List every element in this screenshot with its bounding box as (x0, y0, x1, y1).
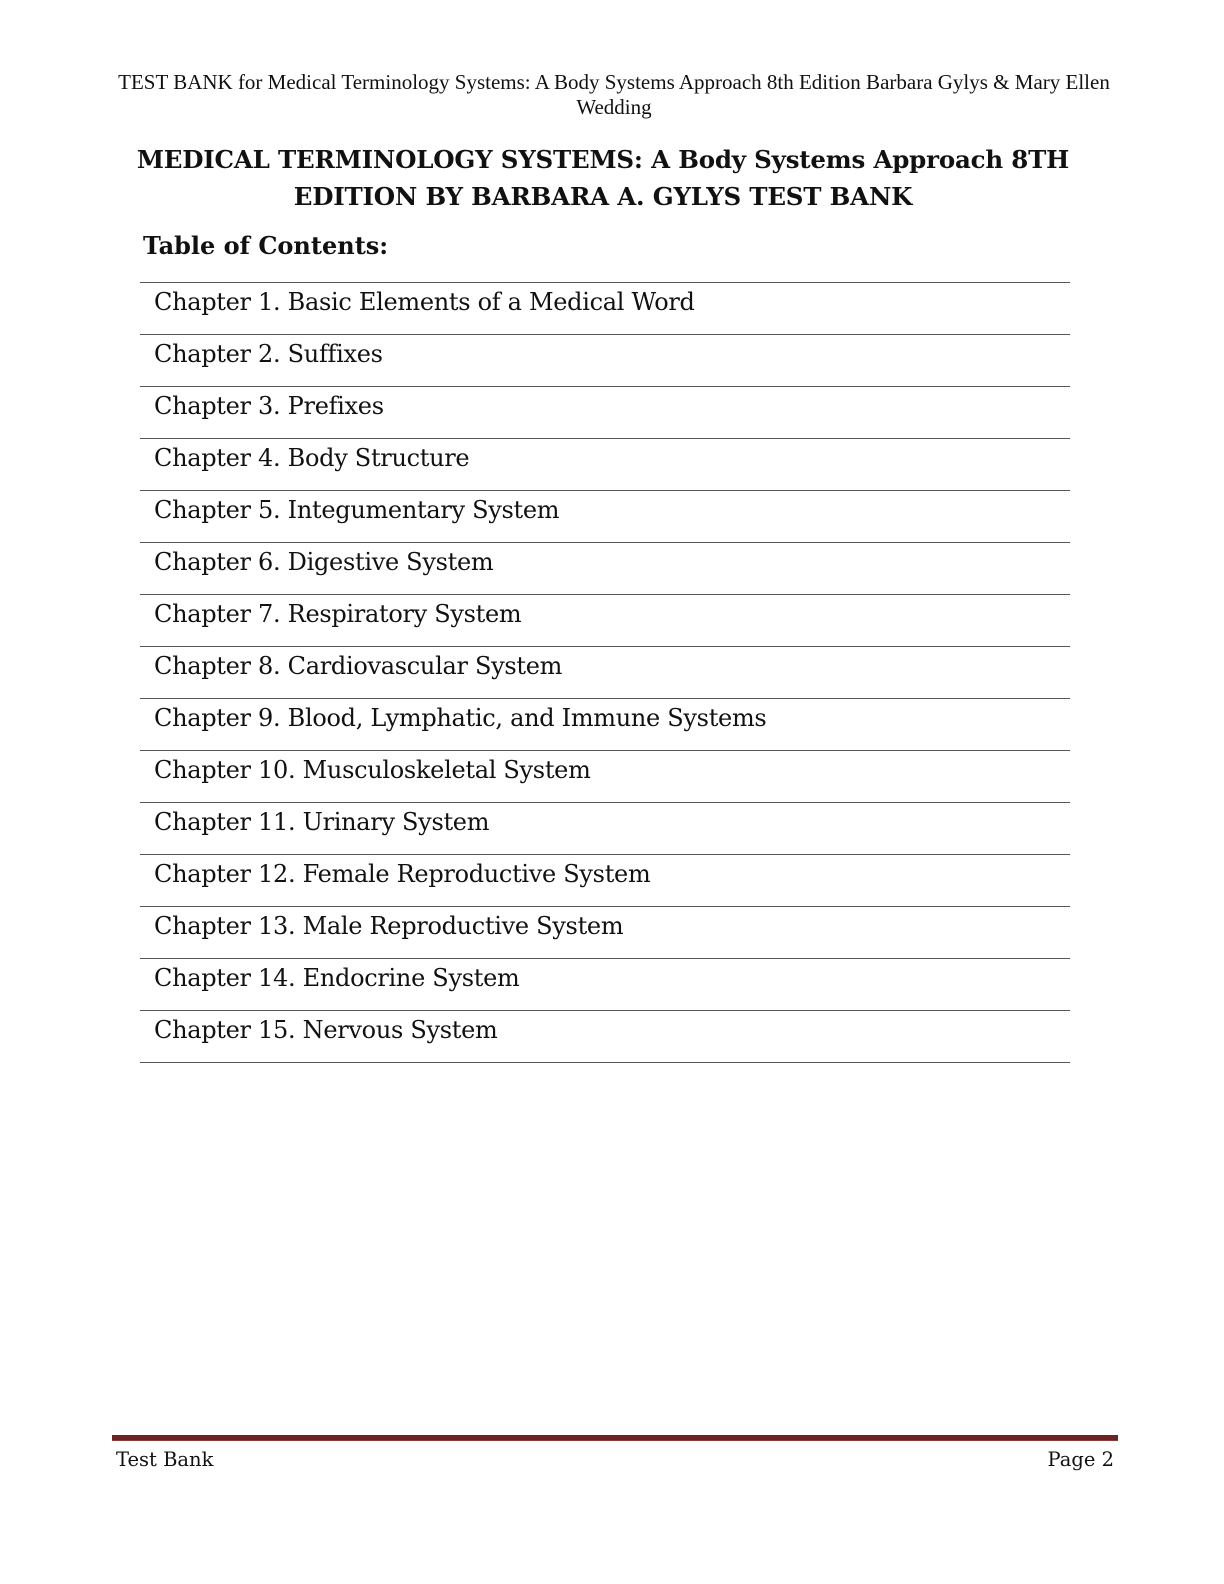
toc-row: Chapter 6. Digestive System (140, 543, 1070, 595)
toc-row: Chapter 3. Prefixes (140, 387, 1070, 439)
toc-row: Chapter 7. Respiratory System (140, 595, 1070, 647)
toc-row: Chapter 8. Cardiovascular System (140, 647, 1070, 699)
toc-row: Chapter 1. Basic Elements of a Medical Word (140, 283, 1070, 335)
running-header: TEST BANK for Medical Terminology Systems: A Body Systems Approach 8th Edition Barbara Gylys & Mary Ellen Wedding (118, 70, 1110, 119)
toc-row: Chapter 5. Integumentary System (140, 491, 1070, 543)
footer-divider (112, 1435, 1118, 1441)
footer-label: Test Bank (116, 1448, 214, 1471)
toc-row: Chapter 15. Nervous System (140, 1011, 1070, 1063)
table-of-contents (140, 282, 1070, 1063)
page-number: Page 2 (1047, 1448, 1114, 1471)
toc-row: Chapter 12. Female Reproductive System (140, 855, 1070, 907)
toc-row: Chapter 14. Endocrine System (140, 959, 1070, 1011)
toc-row: Chapter 9. Blood, Lymphatic, and Immune Systems (140, 699, 1070, 751)
toc-heading: Table of Contents: (143, 231, 389, 260)
toc-row: Chapter 11. Urinary System (140, 803, 1070, 855)
toc-row: Chapter 4. Body Structure (140, 439, 1070, 491)
toc-row: Chapter 2. Suffixes (140, 335, 1070, 387)
toc-row: Chapter 13. Male Reproductive System (140, 907, 1070, 959)
document-title: MEDICAL TERMINOLOGY SYSTEMS: A Body Systems Approach 8TH EDITION BY BARBARA A. GYLYS TEST BANK (136, 145, 1070, 211)
toc-row: Chapter 10. Musculoskeletal System (140, 751, 1070, 803)
